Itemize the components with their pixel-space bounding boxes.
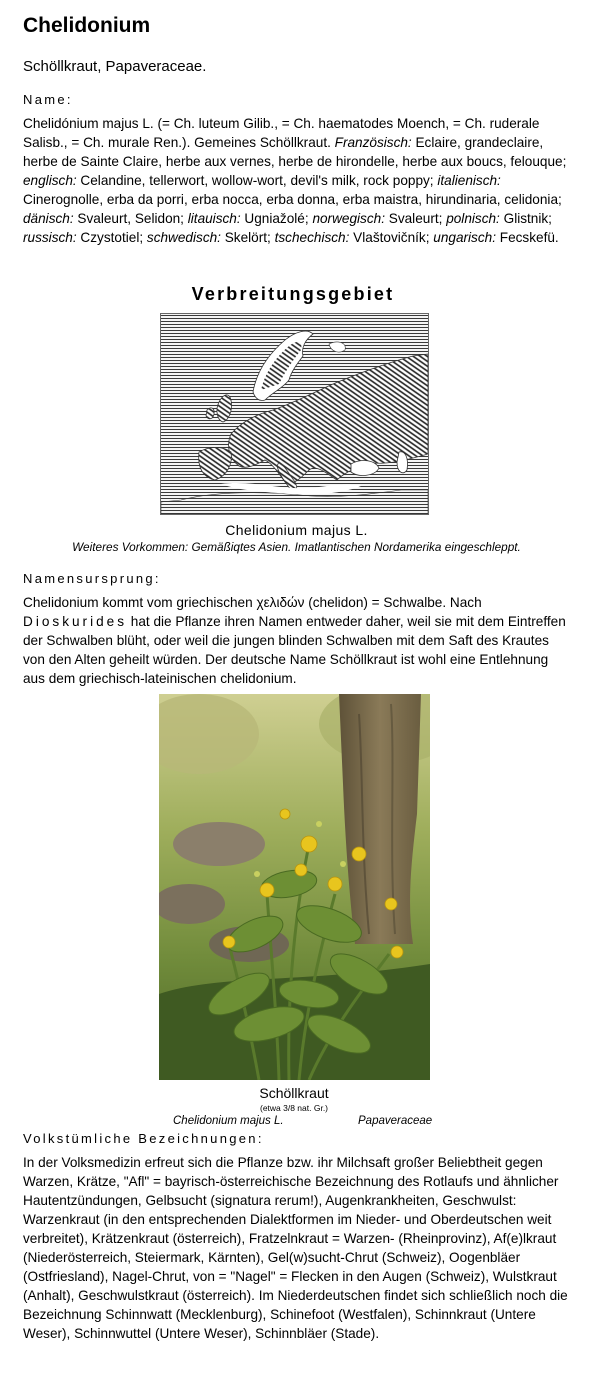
lang-label-danish: dänisch: xyxy=(23,211,74,226)
lang-label-french: Französisch: xyxy=(334,135,412,150)
celandine-plant-image xyxy=(159,694,430,1080)
page-title: Chelidonium xyxy=(23,14,151,37)
lang-label-lithuanian: litauisch: xyxy=(187,211,241,226)
folk-heading: Volkstümliche Bezeichnungen: xyxy=(23,1131,264,1146)
name-text: Vlaštovičník; xyxy=(349,230,434,245)
name-text: Svaleurt; xyxy=(384,211,447,226)
lang-label-swedish: schwedisch: xyxy=(146,230,221,245)
origin-text: Chelidonium kommt vom griechischen χελιδών (chelidon) = Schwalbe. Nach xyxy=(23,595,482,610)
map-caption: Chelidonium majus L. xyxy=(225,522,368,538)
name-heading: Name: xyxy=(23,92,73,107)
europe-map-image xyxy=(161,314,428,514)
name-text: Skelört; xyxy=(220,230,275,245)
lang-label-italian: italienisch: xyxy=(437,173,501,188)
illustration-caption: Schöllkraut xyxy=(259,1085,329,1101)
dioskurides-name: Dioskurides xyxy=(23,614,128,629)
name-text: Glistnik; xyxy=(499,211,552,226)
name-text: Fecskefü. xyxy=(495,230,559,245)
name-text: Chelidónium majus L. (= Ch. luteum Gilib., = Ch. haematodes Moench, = Ch. ruderale Salisb., = Ch. murale Ren.). Gemeines Schöllkraut. xyxy=(23,116,540,150)
distribution-map xyxy=(160,313,429,515)
lang-label-russian: russisch: xyxy=(23,230,77,245)
folk-paragraph: In der Volksmedizin erfreut sich die Pflanze bzw. ihr Milchsaft großer Beliebtheit gegen Warzen, Krätze, "Afl" = bayrisch-österreichische Bezeichnung des Rotlaufs und ähnlicher Hautentzündungen, Gelbsucht (signatura rerum!), Augenkrankheiten, Geschwulst: Warzenkraut (in den entsprechenden Dialektformen im Nieder- und Oberdeutschen weit verbreitet), Krätzenkraut (österreich), Fratzelnkraut = Warzen- (Rheinprovinz), Af(e)lkraut (Niederösterreich, Steiermark, Kärnten), Gel(w)sucht-Chrut (Schweiz), Oogenbläer (Ostfriesland), Nagel-Chrut, von = "Nagel" = Flecken in den Augen (Schweiz), Wulstkraut (Anhalt), Geschwulstkraut (österreich). Im Niederdeutschen findet sich schließlich noch die Bezeichnung Schinnwatt (Mecklenburg), Schinefoot (Westfalen), Schinnkraut (Untere Weser), Schinnwuttel (Untere Weser), Schinnbläer (Stade). xyxy=(23,1155,568,1341)
origin-paragraph xyxy=(23,593,568,688)
name-text: Czystotiel; xyxy=(76,230,147,245)
lang-label-polish: polnisch: xyxy=(446,211,500,226)
illustration-latin-name: Chelidonium majus L. xyxy=(173,1115,284,1127)
name-paragraph xyxy=(23,114,568,247)
plant-illustration xyxy=(159,694,430,1080)
illustration-scale-note: (etwa 3/8 nat. Gr.) xyxy=(259,1103,329,1113)
name-text: Svaleurt, Selidon; xyxy=(73,211,188,226)
lang-label-czech: tschechisch: xyxy=(274,230,350,245)
page-subtitle: Schöllkraut, Papaveraceae. xyxy=(23,58,207,75)
name-text: Celandine, tellerwort, wollow-wort, devil's milk, rock poppy; xyxy=(76,173,438,188)
name-text: Eclaire, grandeclaire, herbe de Sainte Claire, herbe aux vernes, herbe de hirondelle, herbe aux boucs, felouque; xyxy=(23,135,567,169)
distribution-heading: Verbreitungsgebiet xyxy=(191,284,395,304)
origin-text: hat die Pflanze ihren Namen entweder daher, weil sie mit dem Eintreffen der Schwalben blüht, oder weil die jungen blinden Schwalben mit dem Saft des Krautes von den Alten geheilt würden. Der deutsche Name Schöllkraut ist wohl eine Entlehnung aus dem griechisch-lateinischen chelidonium. xyxy=(23,614,566,686)
map-note: Weiteres Vorkommen: Gemäßiqtes Asien. Imatlantischen Nordamerika eingeschleppt. xyxy=(72,540,521,554)
lang-label-english: englisch: xyxy=(23,173,77,188)
lang-label-hungarian: ungarisch: xyxy=(433,230,496,245)
origin-heading: Namensursprung: xyxy=(23,571,161,586)
illustration-family: Papaveraceae xyxy=(358,1115,433,1127)
lang-label-norwegian: norwegisch: xyxy=(312,211,385,226)
name-text: Ugniažolé; xyxy=(240,211,313,226)
name-text: Cinerognolle, erba da porri, erba nocca, erba donna, erba maistra, hirundinaria, celidonia; xyxy=(23,192,562,207)
